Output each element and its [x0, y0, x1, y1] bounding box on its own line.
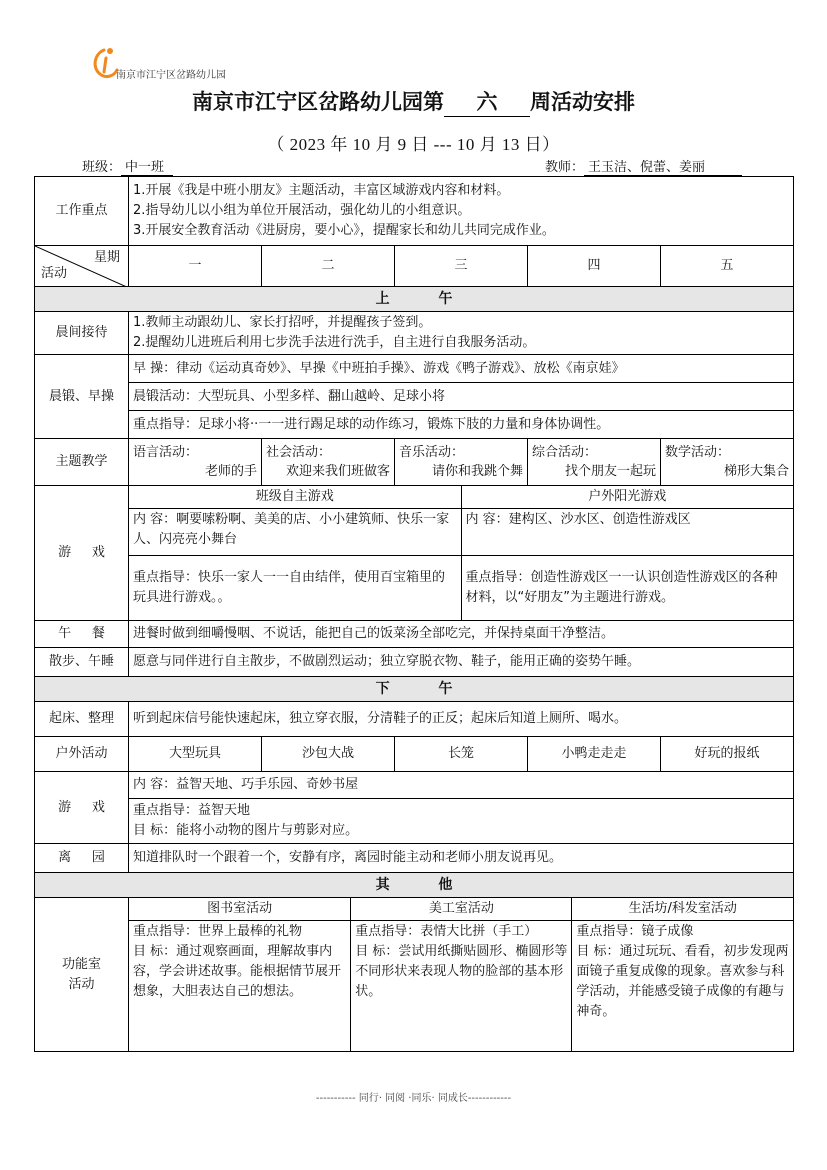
weekday-fri: 五 [661, 246, 794, 287]
afternoon-section-title: 下 午 [35, 677, 794, 702]
work-focus-row [35, 177, 794, 246]
outdoor-activity-row [35, 737, 794, 772]
work-focus-label: 工作重点 [35, 177, 129, 246]
weekday-mon: 一 [129, 246, 262, 287]
science-room-detail [572, 921, 793, 1052]
function-room-label [35, 898, 129, 1052]
theme-teaching-row [35, 439, 794, 486]
lesson-name: 请你和我跳个舞 [431, 464, 523, 479]
lesson-name: 找个朋友一起玩 [564, 464, 656, 479]
work-focus-item: 1.开展《我是中班小朋友》主题活动，丰富区域游戏内容和材料。 [133, 183, 510, 198]
afternoon-games-row [35, 799, 794, 844]
library-focus: 重点指导：世界上最棒的礼物 [133, 924, 303, 939]
afternoon-games-label: 游 戏 [35, 772, 129, 844]
reception-row [35, 312, 794, 355]
function-room-label-line1: 功能室 [61, 956, 101, 972]
lunch-content: 进餐时做到细嚼慢咽、不说话，能把自己的饭菜汤全部吃完，并保持桌面干净整洁。 [129, 621, 794, 648]
date-range: （ 2023 年 10 月 9 日 --- 10 月 13 日） [267, 135, 560, 154]
nap-row [35, 648, 794, 677]
art-room-detail [351, 921, 572, 1052]
teacher-line [545, 156, 742, 176]
science-room-goal: 目 标：通过玩玩、看看，初步发现两面镜子重复成像的现象。喜欢参与科学活动，并能感受镜子成像的有趣与神奇。 [576, 944, 789, 1019]
page-footer: ----------- 同行· 同阅 ·同乐· 同成长------------ [315, 1093, 512, 1104]
art-room-focus: 重点指导：表情大比拼（手工） [355, 924, 538, 939]
indoor-games-focus: 重点指导：快乐一家人一一自由结伴，使用百宝箱里的玩具进行游戏。。 [129, 556, 461, 621]
outdoor-activity-mon: 大型玩具 [129, 737, 262, 772]
theme-lesson-mon [129, 439, 262, 486]
outdoor-activity-thu: 小鸭走走走 [528, 737, 661, 772]
page-title [0, 86, 827, 117]
exercise-row [35, 411, 794, 439]
corner-weekday-label: 星期 [93, 250, 120, 265]
exercise-label: 晨锻、早操 [35, 355, 129, 439]
wakeup-content: 听到起床信号能快速起床，独立穿衣服，分清鞋子的正反；起床后知道上厕所、喝水。 [129, 702, 794, 737]
library-detail [129, 921, 351, 1052]
teacher-label: 教师： [545, 160, 585, 175]
library-title: 图书室活动 [129, 898, 351, 921]
afternoon-games-focus-cell [129, 799, 794, 844]
work-focus-item: 3.开展安全教育活动《进厨房，要小心》，提醒家长和幼儿共同完成作业。 [133, 223, 555, 238]
games-grid [129, 486, 793, 620]
nap-content: 愿意与同伴进行自主散步，不做剧烈运动；独立穿脱衣物、鞋子，能用正确的姿势午睡。 [129, 648, 794, 677]
outdoor-games-title: 户外阳光游戏 [461, 486, 793, 509]
weekday-thu: 四 [528, 246, 661, 287]
class-label: 班级： [82, 160, 122, 175]
outdoor-activity-label: 户外活动 [35, 737, 129, 772]
outdoor-activity-wed: 长笼 [395, 737, 528, 772]
outdoor-games-content: 内 容：建构区、沙水区、创造性游戏区 [461, 509, 793, 556]
theme-teaching-label: 主题教学 [35, 439, 129, 486]
lesson-type: 数学活动： [665, 445, 731, 460]
morning-games-row [35, 486, 794, 621]
exercise-activities: 晨锻活动：大型玩具、小型多样、翻山越岭、足球小将 [129, 383, 794, 411]
lunch-row [35, 621, 794, 648]
function-room-label-line2: 活动 [68, 976, 95, 992]
art-room-title: 美工室活动 [351, 898, 572, 921]
science-room-focus: 重点指导：镜子成像 [576, 924, 694, 939]
morning-section-row [35, 287, 794, 312]
class-line [82, 156, 173, 176]
corner-activity-label: 活动 [41, 266, 68, 281]
theme-lesson-fri [661, 439, 794, 486]
function-room-row [35, 898, 794, 1052]
reception-content [129, 312, 794, 355]
reception-label: 晨间接待 [35, 312, 129, 355]
science-room-title: 生活坊/科发室活动 [572, 898, 793, 921]
wakeup-row [35, 702, 794, 737]
lesson-name: 老师的手 [204, 464, 257, 479]
weekday-wed: 三 [395, 246, 528, 287]
afternoon-games-goal: 目 标：能将小动物的图片与剪影对应。 [133, 823, 359, 838]
outdoor-activity-tue: 沙包大战 [262, 737, 395, 772]
art-room-goal: 目 标：尝试用纸撕贴圆形、椭圆形等不同形状来表现人物的脸部的基本形状。 [355, 944, 568, 999]
exercise-row [35, 355, 794, 383]
lesson-name: 梯形大集合 [724, 464, 790, 479]
theme-lesson-wed [395, 439, 528, 486]
afternoon-games-content: 内 容：益智天地、巧手乐园、奇妙书屋 [129, 772, 794, 799]
leave-row [35, 844, 794, 873]
class-value: 中一班 [121, 156, 173, 176]
title-prefix: 南京市江宁区岔路幼儿园第 [192, 89, 444, 114]
exercise-focus: 重点指导：足球小将··一一进行踢足球的动作练习，锻炼下肢的力量和身体协调性。 [129, 411, 794, 439]
indoor-games-title: 班级自主游戏 [129, 486, 461, 509]
morning-games-label: 游 戏 [35, 486, 129, 621]
weekday-corner-cell [35, 246, 129, 287]
outdoor-games-focus: 重点指导：创造性游戏区一一认识创造性游戏区的各种材料，以“好朋友”为主题进行游戏。 [461, 556, 793, 621]
title-suffix: 周活动安排 [530, 89, 635, 114]
reception-item: 2.提醒幼儿进班后利用七步洗手法进行洗手，自主进行自我服务活动。 [133, 335, 536, 350]
school-logo [90, 46, 270, 82]
other-section-title: 其 他 [35, 873, 794, 898]
function-room-content [129, 898, 794, 1052]
morning-section-title: 上 午 [35, 287, 794, 312]
exercise-row [35, 383, 794, 411]
reception-item: 1.教师主动跟幼儿、家长打招呼，并提醒孩子签到。 [133, 315, 432, 330]
lesson-type: 语言活动： [133, 445, 199, 460]
nap-label: 散步、午睡 [35, 648, 129, 677]
week-number: 六 [444, 86, 530, 117]
lesson-type: 音乐活动： [399, 445, 465, 460]
afternoon-games-focus: 重点指导：益智天地 [133, 803, 251, 818]
afternoon-games-row [35, 772, 794, 799]
exercise-morning-drill: 早 操：律动《运动真奇妙》、早操《中班拍手操》、游戏《鸭子游戏》、放松《南京娃》 [129, 355, 794, 383]
lesson-type: 综合活动： [532, 445, 598, 460]
function-room-grid [129, 898, 793, 1051]
weekday-header-row [35, 246, 794, 287]
library-goal: 目 标：通过观察画面，理解故事内容，学会讲述故事。能根据情节展开想象，大胆表达自己的想法。 [133, 944, 342, 999]
weekday-tue: 二 [262, 246, 395, 287]
indoor-games-content: 内 容：啊要嗦粉啊、美美的店、小小建筑师、快乐一家人、闪亮亮小舞台 [129, 509, 461, 556]
lesson-type: 社会活动： [266, 445, 332, 460]
schedule-table [34, 176, 794, 1052]
afternoon-section-row [35, 677, 794, 702]
logo-text: 南京市江宁区岔路幼儿园 [116, 70, 226, 81]
work-focus-item: 2.指导幼儿以小组为单位开展活动，强化幼儿的小组意识。 [133, 203, 471, 218]
work-focus-content [129, 177, 794, 246]
outdoor-activity-fri: 好玩的报纸 [661, 737, 794, 772]
leave-content: 知道排队时一个跟着一个，安静有序，离园时能主动和老师小朋友说再见。 [129, 844, 794, 873]
teacher-value: 王玉洁、倪蕾、姜丽 [584, 156, 742, 176]
morning-games-content [129, 486, 794, 621]
other-section-row [35, 873, 794, 898]
lesson-name: 欢迎来我们班做客 [285, 464, 390, 479]
wakeup-label: 起床、整理 [35, 702, 129, 737]
theme-lesson-thu [528, 439, 661, 486]
lunch-label: 午 餐 [35, 621, 129, 648]
leave-label: 离 园 [35, 844, 129, 873]
theme-lesson-tue [262, 439, 395, 486]
